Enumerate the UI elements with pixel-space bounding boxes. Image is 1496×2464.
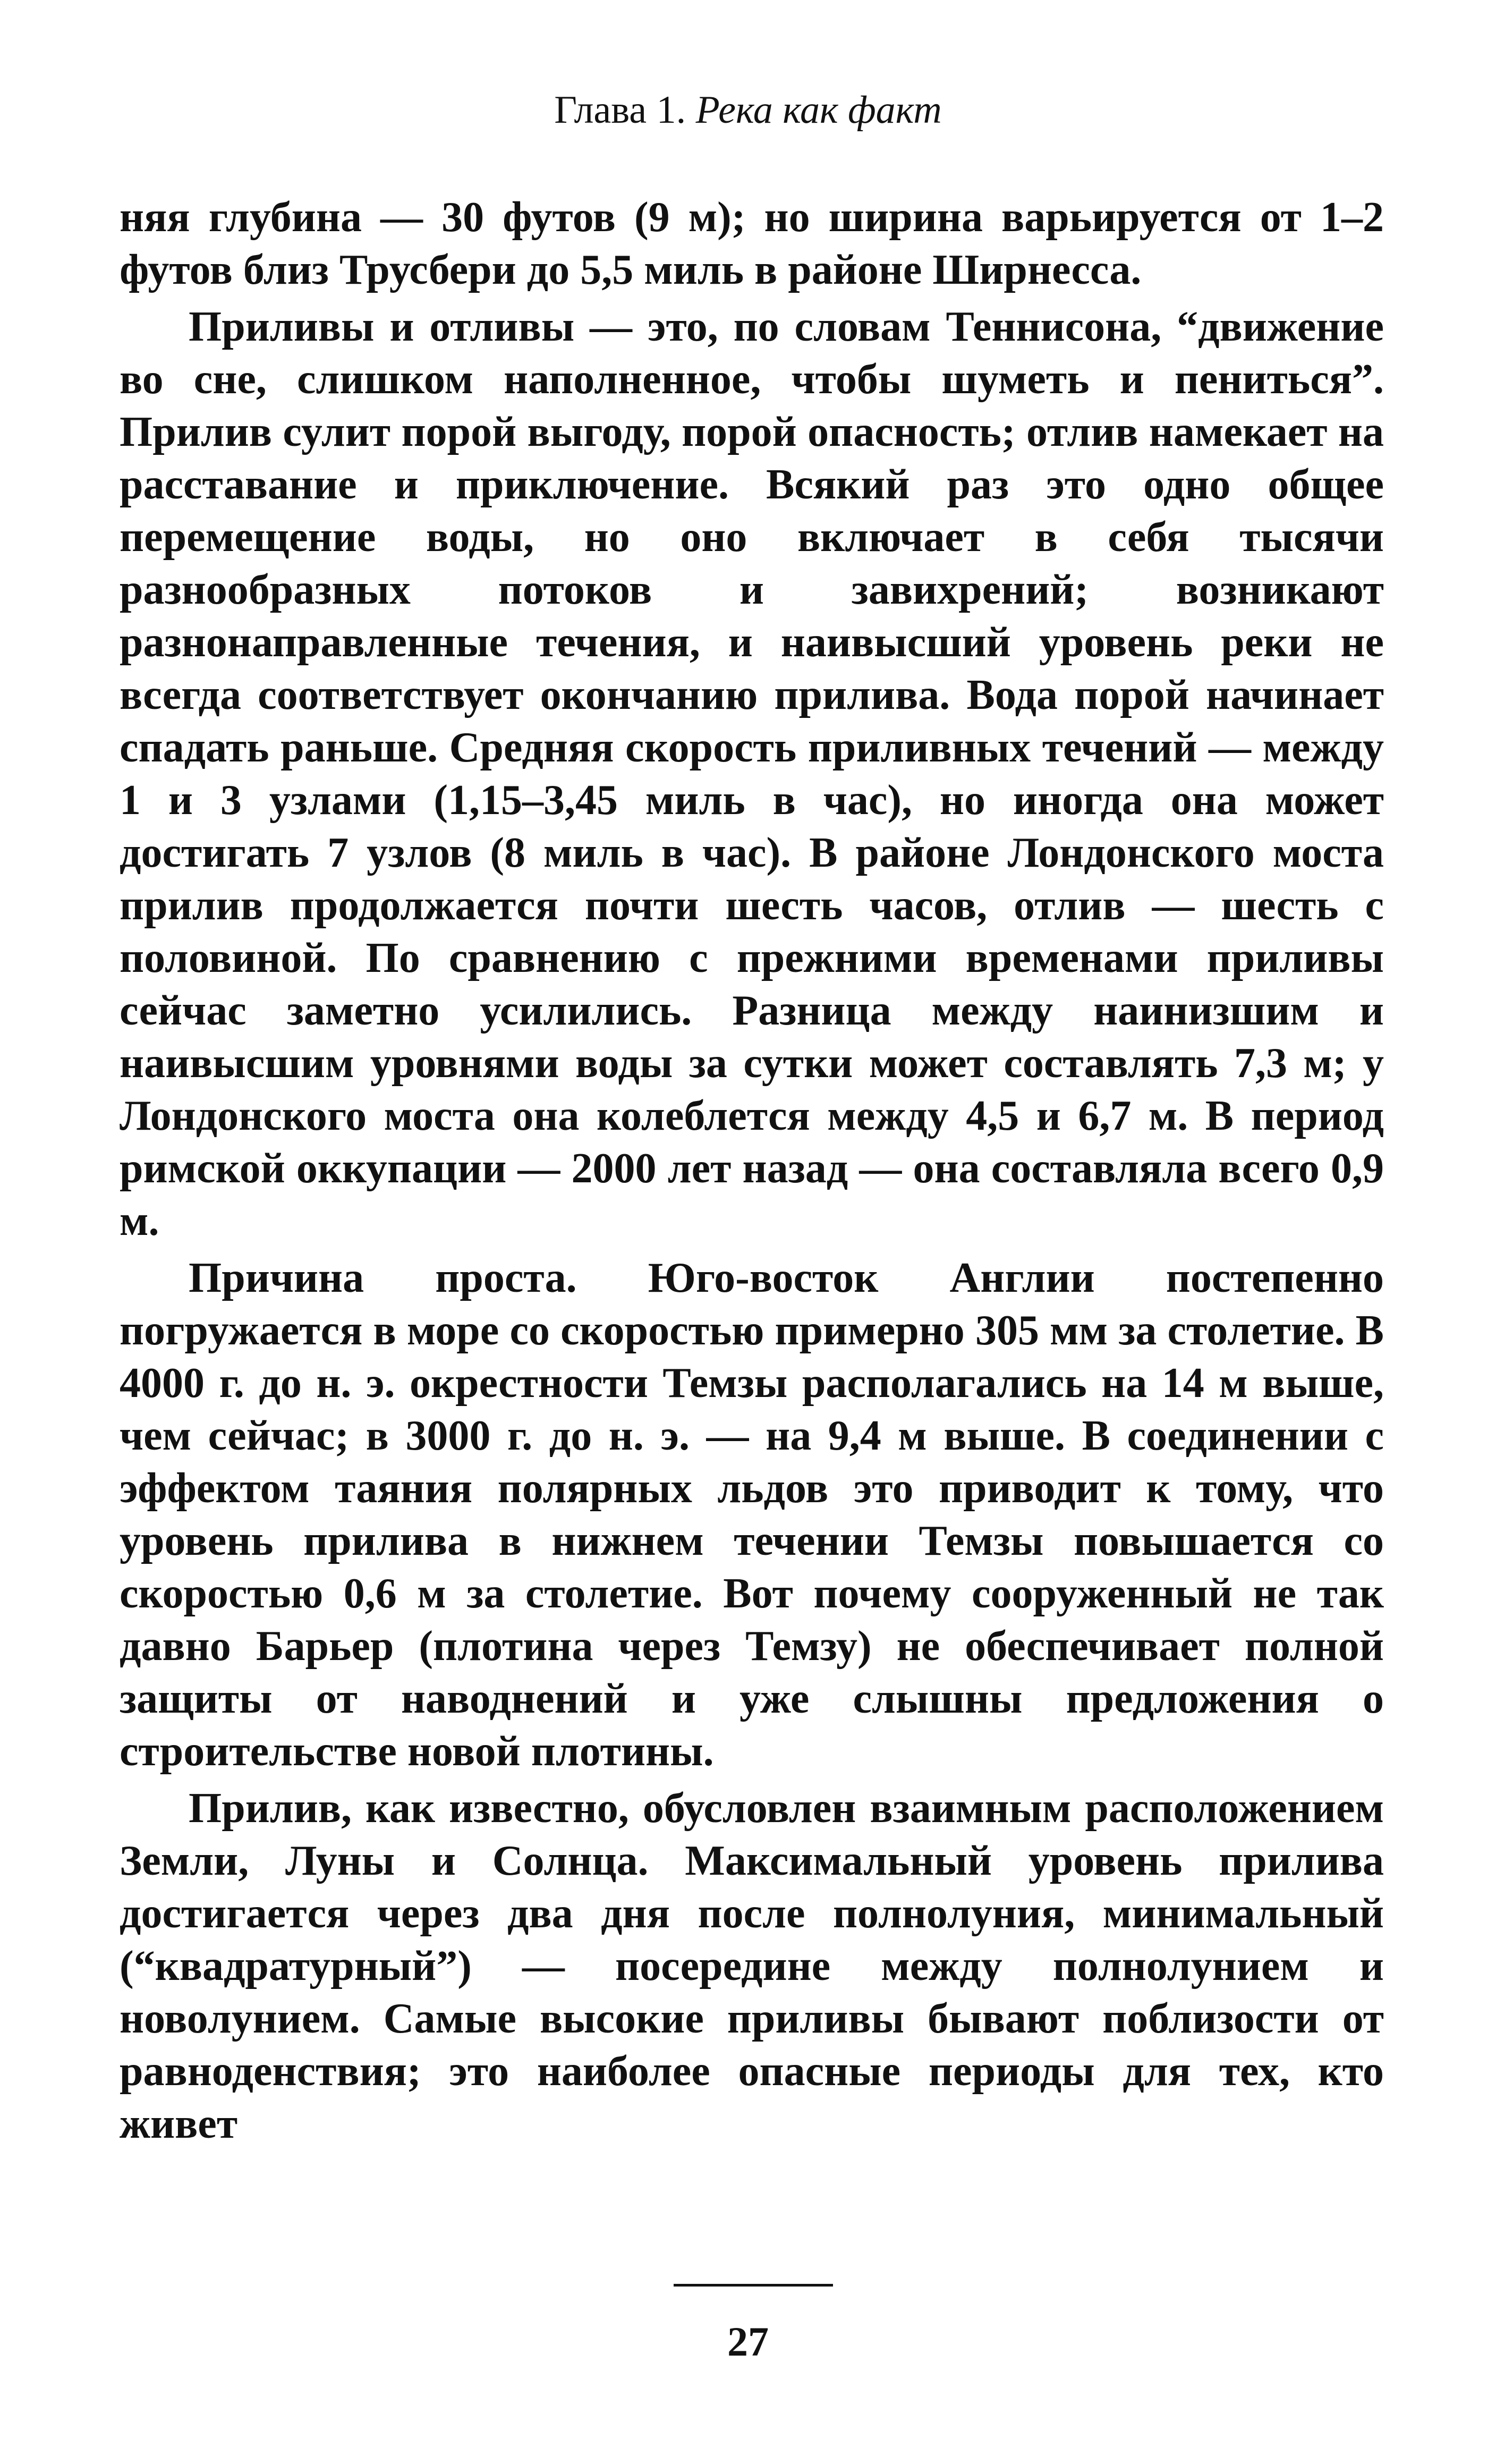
chapter-label: Глава 1. — [554, 88, 686, 132]
footer-rule — [674, 2284, 833, 2287]
paragraph-tides: Приливы и отливы — это, по словам Теннисона, “движение во сне, слишком наполненное, чтобы шуметь и пениться”. Прилив сулит порой выгоду, порой опасность; отлив намекает на расставание и приключение. Всякий раз это одно общее перемещение воды, но оно включает в себя тысячи разнообразных потоков и завихрений; возникают разнонаправленные течения, и наивысший уровень реки не всегда соответствует окончанию прилива. Вода порой начинает спадать раньше. Средняя скорость приливных течений — между 1 и 3 узлами (1,15–3,45 миль в час), но иногда она может достигать 7 узлов (8 миль в час). В районе Лондонского моста прилив продолжается почти шесть часов, отлив — шесть с половиной. По сравнению с прежними временами приливы сейчас заметно усилились. Разница между наинизшим и наивысшим уровнями воды за сутки может составлять 7,3 м; у Лондонского моста она колеблется между 4,5 и 6,7 м. В период римской оккупации — 2000 лет назад — она составляла всего 0,9 м. — [120, 303, 1384, 1244]
running-header — [0, 90, 1496, 130]
page-number: 27 — [727, 2318, 769, 2365]
paragraph-moon-sun: Прилив, как известно, обусловлен взаимным расположением Земли, Луны и Солнца. Максимальный уровень прилива достигается через два дня после полнолуния, минимальный (“квадратурный”) — посередине между полнолунием и новолунием. Самые высокие приливы бывают поблизости от равноденствия; это наиболее опасные периоды для тех, кто живет — [120, 1785, 1384, 2147]
chapter-subtitle: Река как факт — [695, 88, 942, 132]
paragraph-cause: Причина проста. Юго-восток Англии постепенно погружается в море со скоростью примерно 305 мм за столетие. В 4000 г. до н. э. окрестности Темзы располагались на 14 м выше, чем сейчас; в 3000 г. до н. э. — на 9,4 м выше. В соединении с эффектом таяния полярных льдов это приводит к тому, что уровень прилива в нижнем течении Темзы повышается со скоростью 0,6 м за столетие. Вот почему сооруженный не так давно Барьер (плотина через Темзу) не обеспечивает полной защиты от наводнений и уже слышны предложения о строительстве новой плотины. — [120, 1255, 1384, 1775]
body-text — [120, 191, 1384, 2155]
paragraph-continued: няя глубина — 30 футов (9 м); но ширина варьируется от 1–2 футов близ Трусбери до 5,5 миль в районе Ширнесса. — [120, 194, 1384, 293]
